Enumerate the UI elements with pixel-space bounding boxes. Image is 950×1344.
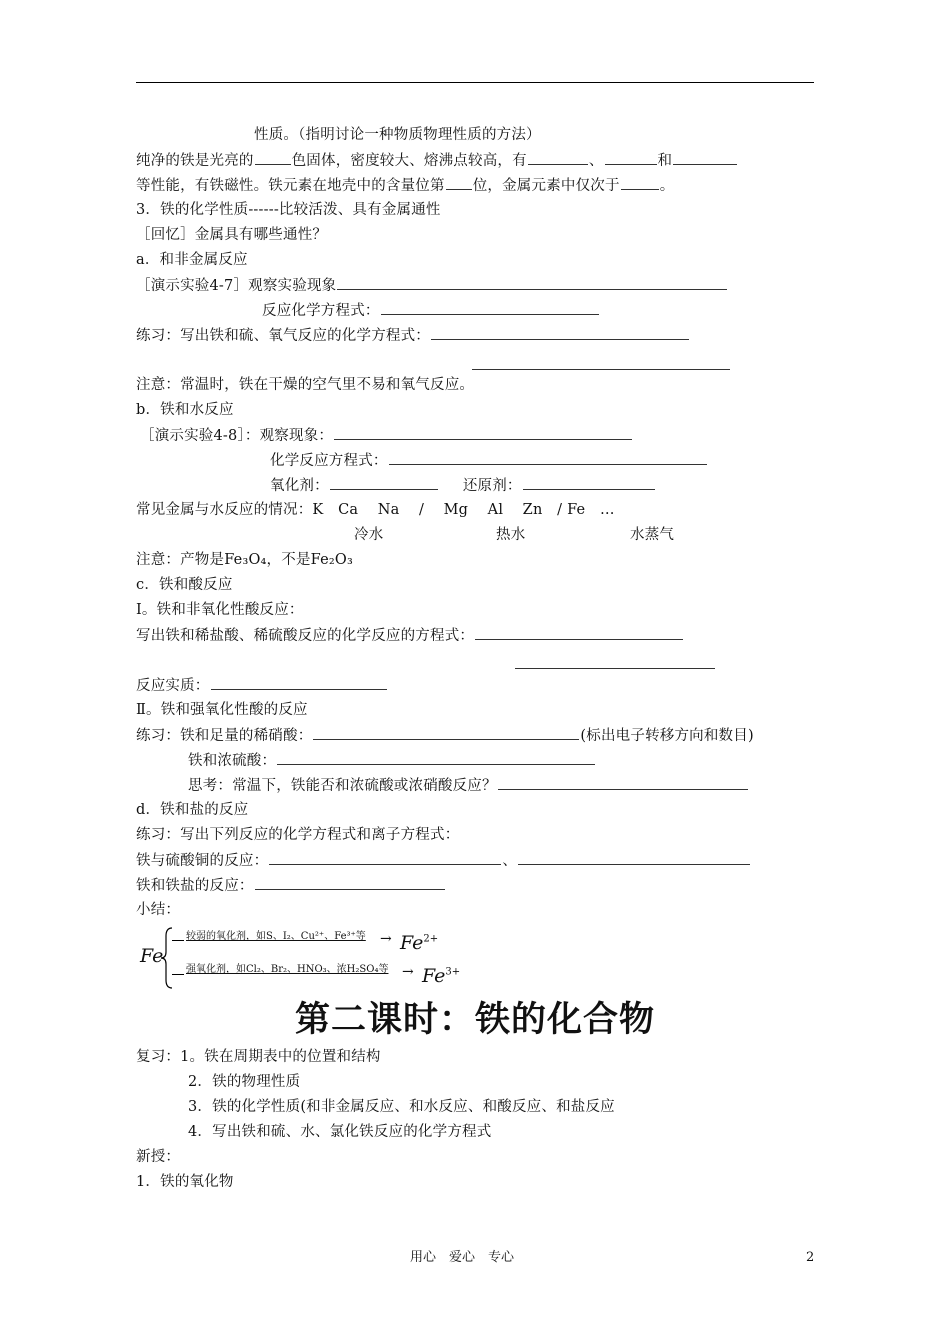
text-segment: 反应化学方程式： — [262, 303, 380, 319]
text-segment: 反应实质： — [136, 678, 210, 694]
text-line — [136, 326, 690, 345]
blank-line — [621, 176, 659, 190]
text-line: 小结： — [136, 902, 181, 918]
text-segment: 写出铁和稀盐酸、稀硫酸反应的化学反应的方程式： — [136, 628, 475, 644]
text-line: 4．写出铁和硫、水、氯化铁反应的化学方程式 — [188, 1124, 492, 1140]
text-line — [262, 301, 600, 320]
text-segment: 练习：铁和足量的稀硝酸： — [136, 728, 313, 744]
text-segment: 铁和浓硫酸： — [188, 753, 277, 769]
dash-line — [172, 940, 184, 941]
text-line: d．铁和盐的反应 — [136, 802, 249, 818]
blank-line — [337, 276, 727, 290]
arrow-icon: → — [402, 964, 414, 980]
text-line — [270, 451, 708, 470]
blank-line — [381, 301, 599, 315]
page-number: 2 — [806, 1250, 815, 1265]
section-title: 第二课时：铁的化合物 — [294, 1000, 655, 1040]
blank-line — [269, 851, 501, 865]
blank-line — [515, 655, 715, 669]
condition-upper: 较弱的氧化剂，如S、I₂、Cu²⁺、Fe³⁺等 — [186, 931, 366, 942]
text-line — [136, 276, 728, 295]
blank-line — [605, 151, 657, 165]
text-line: 3．铁的化学性质(和非金属反应、和水反应、和酸反应、和盐反应 — [188, 1099, 615, 1115]
text-line: 热水 — [496, 527, 526, 543]
ion-fe3: $Fe^{3+}$ — [422, 965, 461, 987]
text-line: 水蒸气 — [630, 527, 675, 543]
text-line — [136, 151, 738, 170]
blank-line — [446, 176, 472, 190]
text-segment: 化学反应方程式： — [270, 453, 388, 469]
text-line: a．和非金属反应 — [136, 252, 248, 268]
text-line: c．铁和酸反应 — [136, 577, 233, 593]
blank-line — [518, 851, 750, 865]
text-line — [136, 676, 388, 695]
text-line: 练习：写出下列反应的化学方程式和离子方程式： — [136, 827, 460, 843]
text-line: 3．铁的化学性质------比较活泼、具有金属通性 — [136, 202, 441, 218]
ion-fe2: $Fe^{2+}$ — [400, 932, 439, 954]
blank-line — [277, 751, 595, 765]
text-segment: 色固体，密度较大、熔沸点较高，有 — [291, 153, 527, 169]
text-segment: (标出电子转移方向和数目) — [580, 728, 754, 744]
text-line — [136, 851, 751, 870]
text-line: Ⅰ。铁和非氧化性酸反应： — [136, 602, 304, 618]
text-line — [136, 876, 446, 895]
text-line — [136, 176, 674, 195]
text-line — [188, 751, 596, 770]
blank-line — [389, 451, 707, 465]
text-segment: 。 — [659, 178, 675, 194]
text-segment: 和 — [657, 153, 673, 169]
blank-line — [255, 151, 291, 165]
blank-line — [528, 151, 588, 165]
text-line — [136, 626, 684, 645]
arrow-icon: → — [380, 931, 392, 947]
text-line: 注意：产物是Fe₃O₄，不是Fe₂O₃ — [136, 552, 354, 568]
text-line: 新授： — [136, 1149, 181, 1165]
text-segment: 铁与硫酸铜的反应： — [136, 853, 269, 869]
blank-line — [673, 151, 737, 165]
text-line: 复习：1。铁在周期表中的位置和结构 — [136, 1049, 381, 1065]
brace — [160, 926, 174, 990]
text-segment: ［演示实验4-7］观察实验现象 — [136, 278, 337, 294]
text-line: Ⅱ。铁和强氧化性酸的反应 — [136, 702, 308, 718]
text-segment: 氧化剂： — [270, 478, 329, 494]
blank-line — [255, 876, 445, 890]
blank-line — [211, 676, 387, 690]
blank-line — [330, 476, 438, 490]
text-segment: 纯净的铁是光亮的 — [136, 153, 254, 169]
header-rule — [136, 82, 814, 83]
blank-line — [475, 626, 683, 640]
text-line — [136, 726, 754, 745]
text-segment: 位，金属元素中仅次于 — [472, 178, 620, 194]
text-line: 注意：常温时，铁在干燥的空气里不易和氧气反应。 — [136, 377, 475, 393]
text-line — [188, 776, 749, 795]
text-segment: 还原剂： — [462, 478, 522, 494]
blank-line — [313, 726, 579, 740]
blank-line — [523, 476, 655, 490]
dash-line — [172, 974, 184, 975]
text-segment: 、 — [502, 853, 518, 869]
blank-line — [472, 356, 730, 370]
text-line: 2．铁的物理性质 — [188, 1074, 301, 1090]
blank-line — [334, 426, 632, 440]
text-segment: ［演示实验4-8］：观察现象： — [140, 428, 334, 444]
text-segment: 铁和铁盐的反应： — [136, 878, 254, 894]
text-line: 冷水 — [354, 527, 384, 543]
fe-symbol: Fe — [140, 945, 164, 967]
text-line: 1．铁的氧化物 — [136, 1174, 234, 1190]
text-segment: 等性能，有铁磁性。铁元素在地壳中的含量位第 — [136, 178, 445, 194]
text-segment: 思考：常温下，铁能否和浓硫酸或浓硝酸反应？ — [188, 778, 497, 794]
footer-motto: 用心 爱心 专心 — [410, 1250, 515, 1265]
text-line: b．铁和水反应 — [136, 402, 234, 418]
text-segment: 练习：写出铁和硫、氧气反应的化学方程式： — [136, 328, 430, 344]
blank-line — [498, 776, 748, 790]
text-line — [270, 476, 656, 495]
text-line: 性质。（指明讨论一种物质物理性质的方法） — [254, 127, 541, 143]
text-segment: 、 — [588, 153, 604, 169]
text-line — [140, 426, 633, 445]
text-line: ［回忆］金属具有哪些通性？ — [136, 227, 328, 243]
text-line: 常见金属与水反应的情况：K Ca Na / Mg Al Zn / Fe … — [136, 502, 615, 518]
blank-line — [431, 326, 689, 340]
condition-lower: 强氧化剂，如Cl₂、Br₂、HNO₃、浓H₂SO₄等 — [186, 964, 389, 975]
